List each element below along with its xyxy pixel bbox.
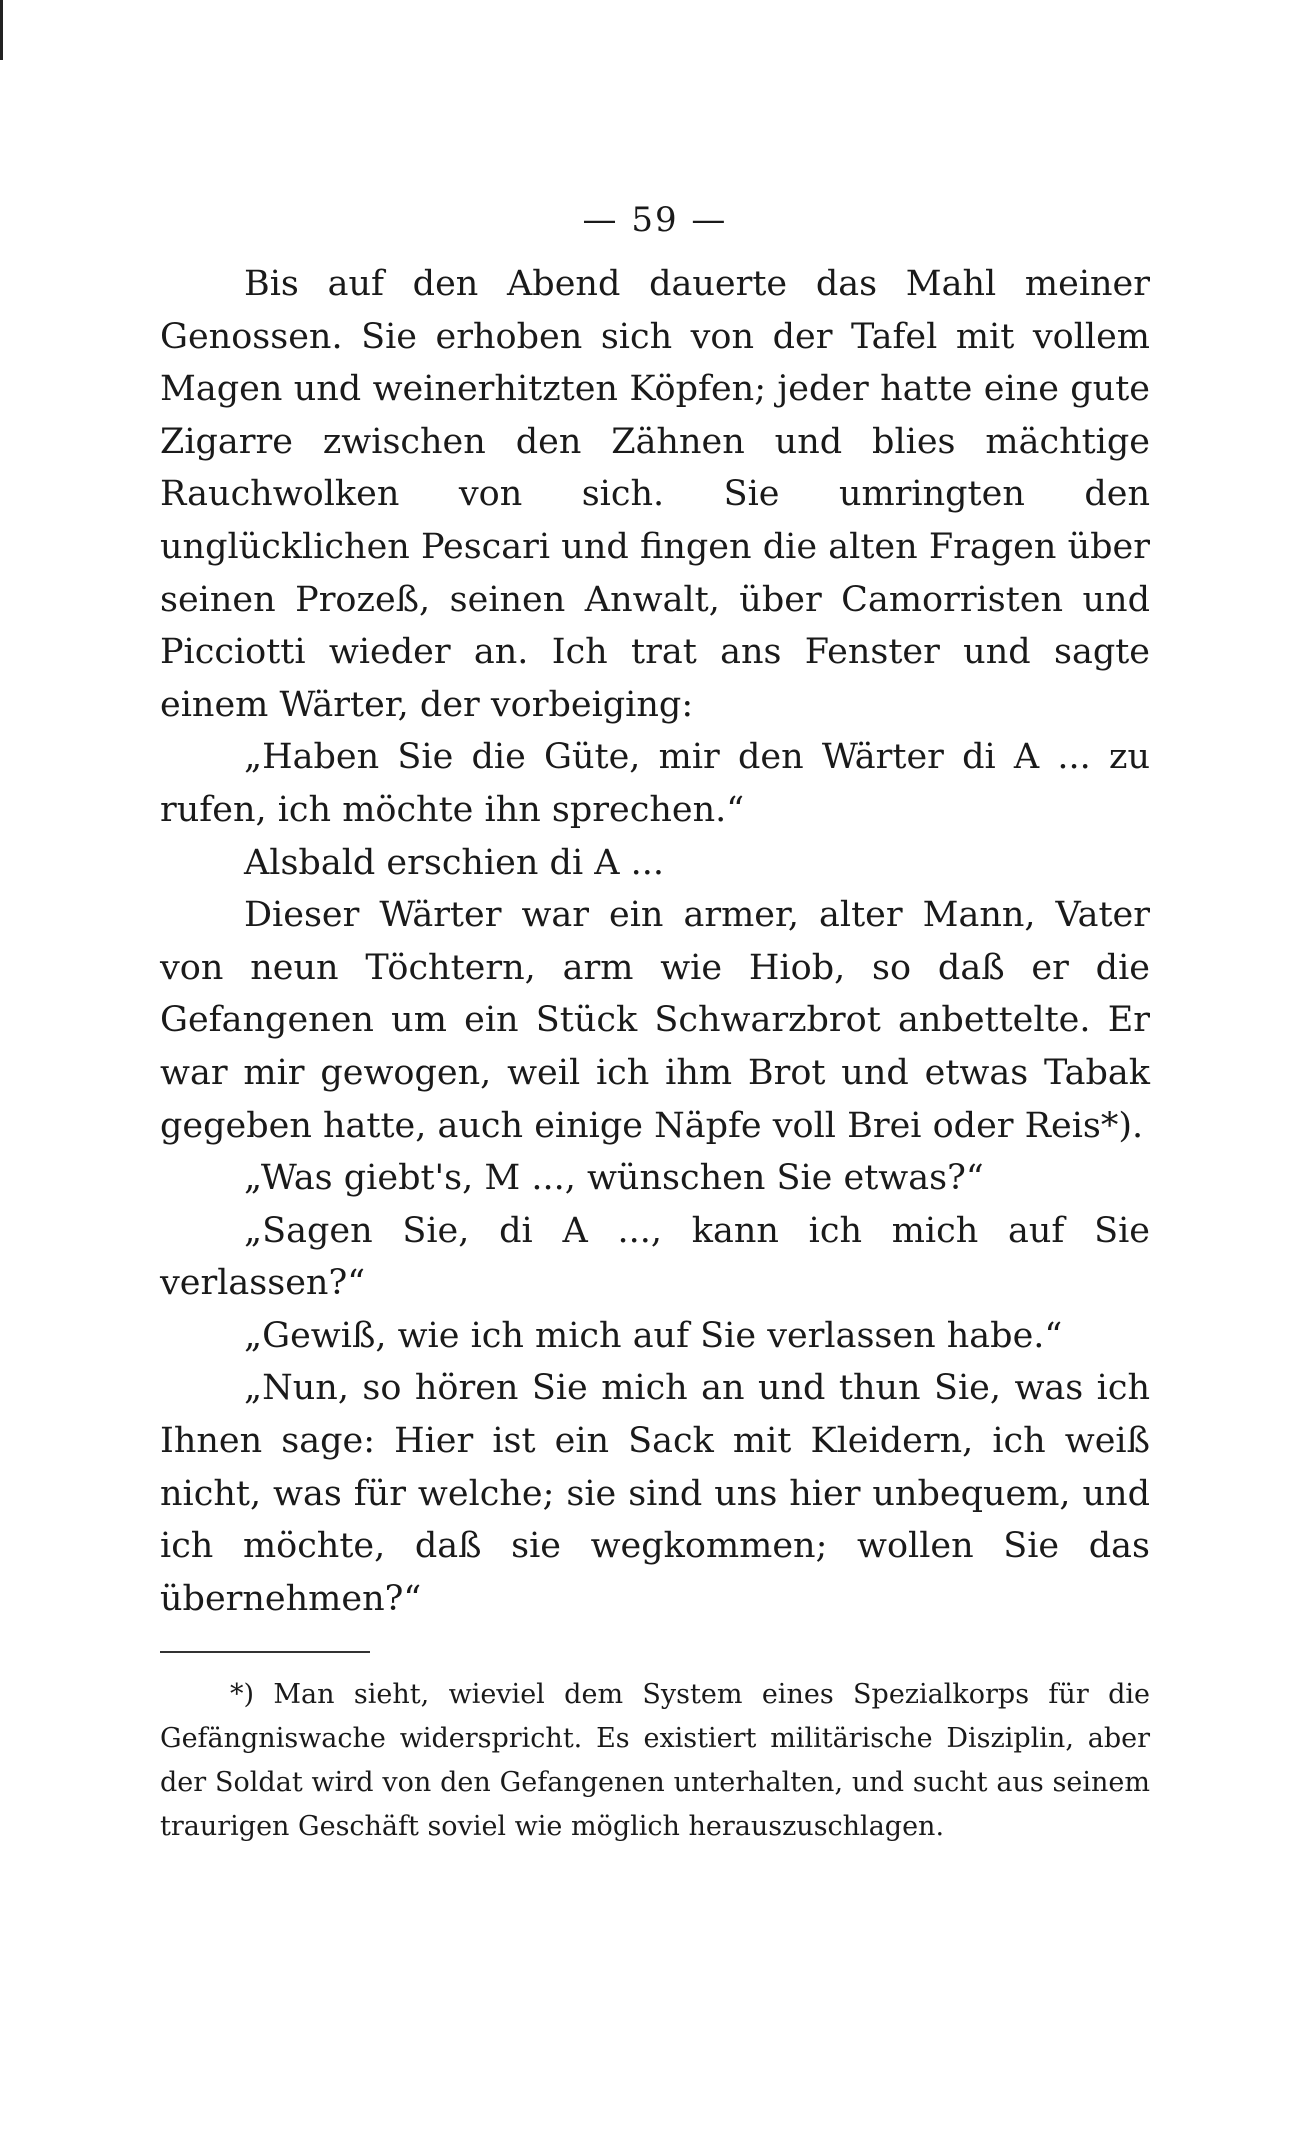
paragraph: „Sagen Sie, di A ..., kann ich mich auf Sie verlassen?“ (160, 1210, 1150, 1304)
body-text (160, 258, 1150, 1625)
page-edge-mark (0, 0, 3, 60)
book-page (160, 200, 1150, 1849)
paragraph: „Nun, so hören Sie mich an und thun Sie, was ich Ihnen sage: Hier ist ein Sack mit Kleidern, ich weiß nicht, was für welche; sie sind uns hier unbequem, und ich möchte, daß sie wegkommen; wollen Sie das übernehmen?“ (160, 1368, 1150, 1619)
paragraph: „Was giebt's, M ..., wünschen Sie etwas?“ (244, 1158, 984, 1199)
footnote: *) Man sieht, wieviel dem System eines Spezialkorps für die Gefängniswache widerspricht. Es existiert militärische Disziplin, aber der Soldat wird von den Gefangenen unterhalten, und sucht aus seinem traurigen Geschäft soviel wie möglich herauszuschlagen. (160, 1679, 1150, 1843)
paragraph: Alsbald erschien di A ... (244, 842, 665, 883)
paragraph: Bis auf den Abend dauerte das Mahl meiner Genossen. Sie erhoben sich von der Tafel mit vollem Magen und weinerhitzten Köpfen; jeder hatte eine gute Zigarre zwischen den Zähnen und blies mächtige Rauchwolken von sich. Sie umringten den unglücklichen Pescari und fingen die alten Fragen über seinen Prozeß, seinen Anwalt, über Camorristen und Picciotti wieder an. Ich trat ans Fenster und sagte einem Wärter, der vorbeiging: (160, 264, 1150, 725)
paragraph: Dieser Wärter war ein armer, alter Mann, Vater von neun Töchtern, arm wie Hiob, so daß er die Gefangenen um ein Stück Schwarzbrot anbettelte. Er war mir gewogen, weil ich ihm Brot und etwas Tabak gegeben hatte, auch einige Näpfe voll Brei oder Reis*). (160, 895, 1150, 1146)
paragraph: „Haben Sie die Güte, mir den Wärter di A ... zu rufen, ich möchte ihn sprechen.“ (160, 737, 1150, 830)
page-number: — 59 — (582, 200, 728, 240)
footnote-divider (160, 1651, 370, 1653)
paragraph: „Gewiß, wie ich mich auf Sie verlassen habe.“ (244, 1315, 1063, 1356)
